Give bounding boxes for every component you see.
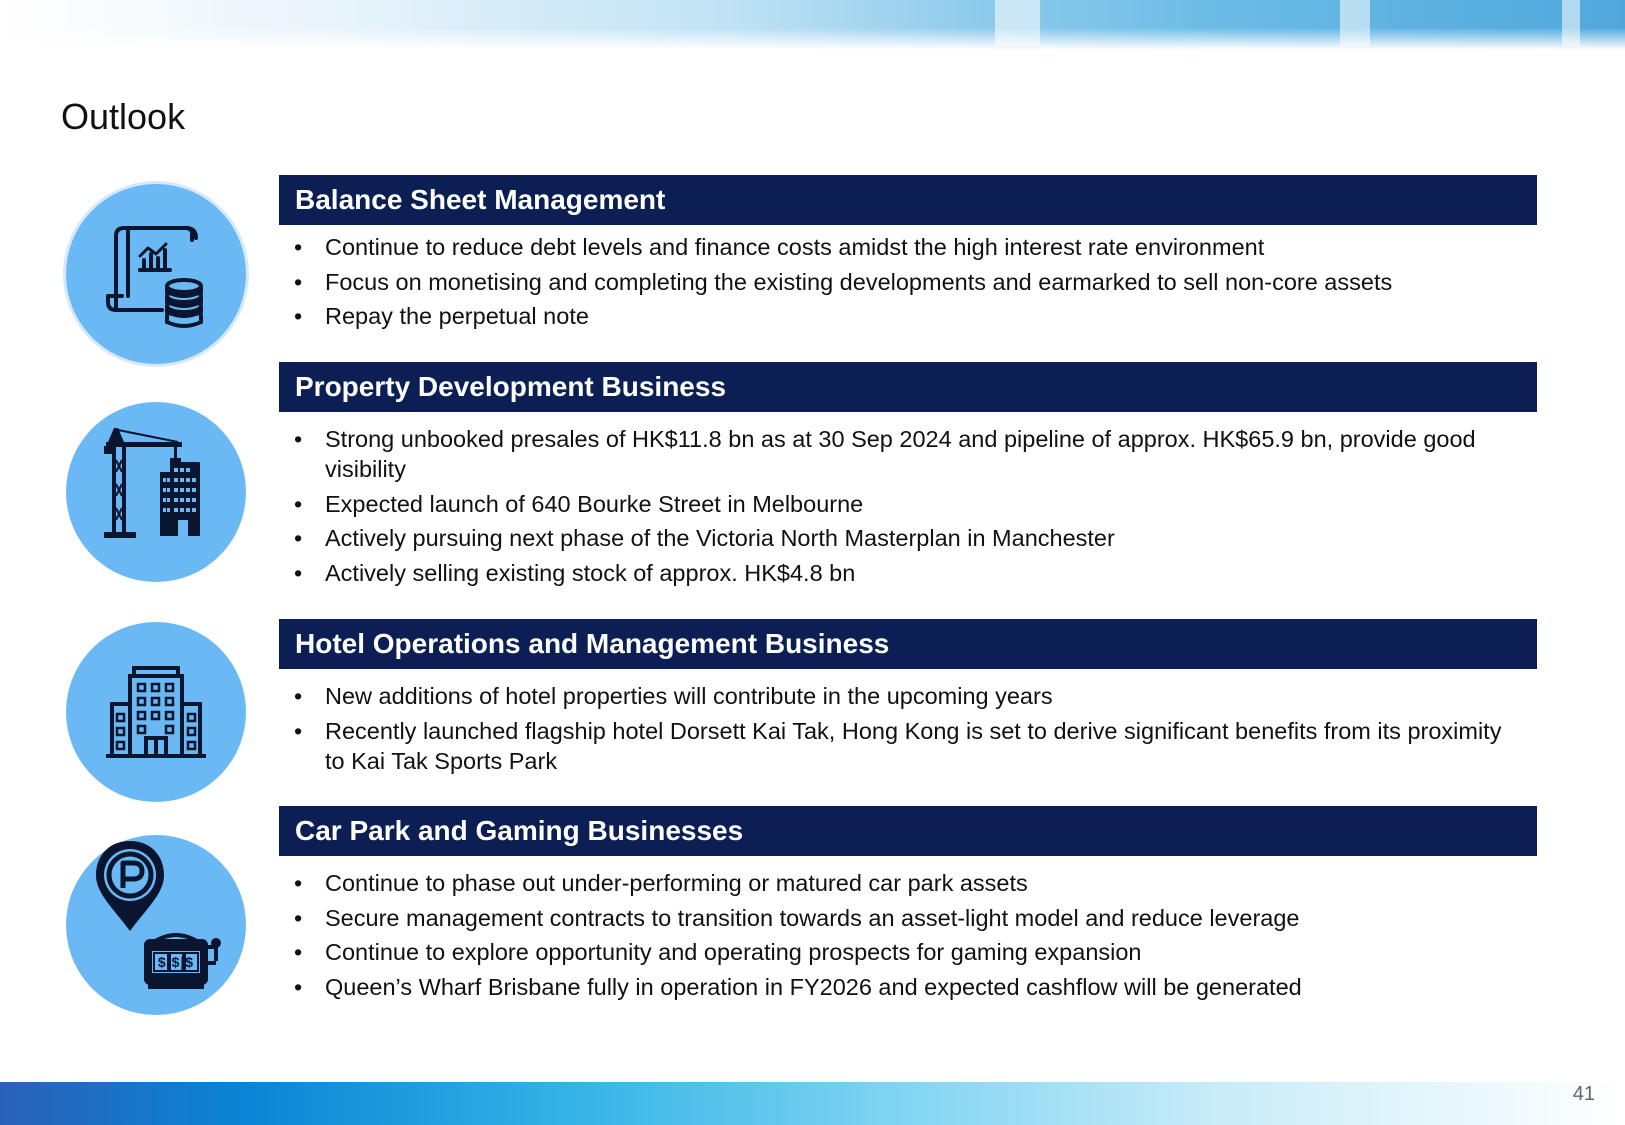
bullet-item: • Recently launched flagship hotel Dorsett Kai Tak, Hong Kong is set to derive significant benefits from its proximity to Kai Tak Sports Park [294,716,1514,776]
bullet-item: • Actively pursuing next phase of the Victoria North Masterplan in Manchester [294,523,1514,553]
bullet-item: • Secure management contracts to transition towards an asset-light model and reduce leverage [294,903,1514,933]
financial-report-coins-icon [66,184,246,364]
top-decorative-band [0,0,1625,50]
balance-sheet-bullet-list [294,232,1514,336]
bottom-decorative-band [0,1082,1625,1125]
car-park-gaming-bullet-list [294,868,1514,1006]
section-header-property-development: Property Development Business [279,362,1537,412]
slot-reels-text: $|$|$ [157,954,195,970]
bullet-item: • Repay the perpetual note [294,301,1514,331]
bullet-item: • Actively selling existing stock of approx. HK$4.8 bn [294,558,1514,588]
parking-slot-machine-icon [66,835,246,1015]
page-number: 41 [1572,1083,1595,1105]
top-band-block [995,0,1040,46]
bullet-item: • Continue to reduce debt levels and finance costs amidst the high interest rate environment [294,232,1514,262]
bullet-item: • Continue to phase out under-performing or matured car park assets [294,868,1514,898]
top-band-block [1562,0,1580,46]
bullet-item: • New additions of hotel properties will contribute in the upcoming years [294,681,1514,711]
property-development-bullet-list [294,424,1514,592]
bullet-item: • Queen’s Wharf Brisbane fully in operation in FY2026 and expected cashflow will be generated [294,972,1514,1002]
bullet-item: • Expected launch of 640 Bourke Street in Melbourne [294,489,1514,519]
top-band-block [1340,0,1370,46]
bullet-item: • Strong unbooked presales of HK$11.8 bn as at 30 Sep 2024 and pipeline of approx. HK$65.9 bn, provide good visibility [294,424,1514,484]
section-header-hotel-operations: Hotel Operations and Management Business [279,619,1537,669]
bullet-item: • Focus on monetising and completing the existing developments and earmarked to sell non-core assets [294,267,1514,297]
section-header-car-park-gaming: Car Park and Gaming Businesses [279,806,1537,856]
hotel-operations-bullet-list [294,681,1514,780]
page-title: Outlook [61,96,186,137]
section-header-balance-sheet: Balance Sheet Management [279,175,1537,225]
bullet-item: • Continue to explore opportunity and operating prospects for gaming expansion [294,937,1514,967]
crane-building-icon [66,402,246,582]
hotel-building-icon [66,622,246,802]
